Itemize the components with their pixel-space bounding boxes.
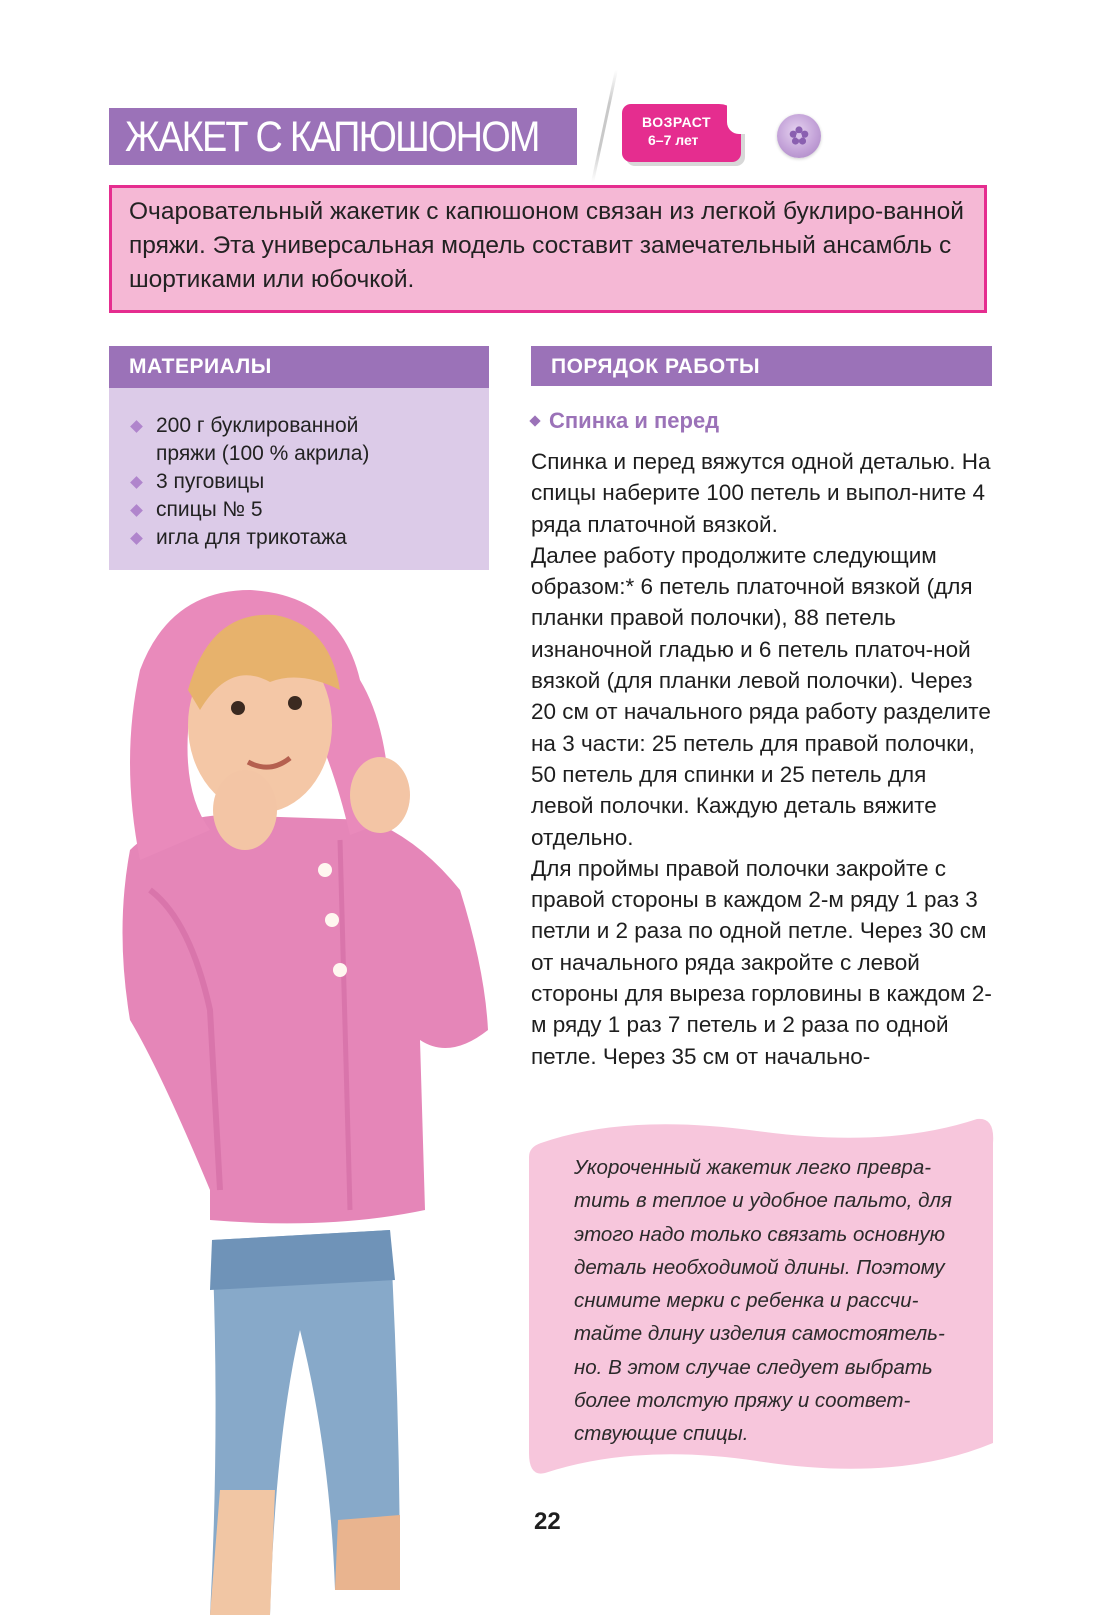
child-photo	[100, 590, 520, 1615]
section-subheading	[531, 408, 719, 434]
materials-header	[109, 346, 489, 388]
instruction-paragraph: Далее работу продолжите следующим образом:* 6 петель платочной вязкой (для планки правой полочки), 88 петель изнаночной гладью и 6 петель платоч-ной вязкой (для планки левой полочки). Через 20 см от начального ряда работу разделите на 3 части: 25 петель для правой полочки, 50 петель для спинки и 25 петель для левой полочки. Каждую деталь вяжите отдельно.	[531, 542, 991, 850]
materials-panel	[109, 388, 489, 570]
age-badge	[622, 104, 741, 162]
material-text: 3 пуговицы	[156, 470, 265, 493]
list-item	[129, 524, 406, 552]
materials-title: МАТЕРИАЛЫ	[129, 355, 272, 378]
work-order-title: ПОРЯДОК РАБОТЫ	[551, 355, 761, 378]
flower-glyph	[787, 124, 811, 148]
flower-icon	[777, 114, 821, 158]
instructions-text	[531, 446, 992, 1072]
page-number: 22	[534, 1508, 561, 1535]
instruction-paragraph: Для проймы правой полочки закройте с правой стороны в каждом 2-м ряду 1 раз 3 петли и 2 раза по одной петле. Через 30 см от начального ряда закройте с левой стороны для выреза горловины в каждом 2-м ряду 1 раз 7 петель и 2 раза по одной петле. Через 35 см от начально-	[531, 855, 992, 1069]
subheading-text: Спинка и перед	[549, 408, 720, 433]
intro-text: Очаровательный жакетик с капюшоном связан из легкой буклиро-ванной пряжи. Эта универсальная модель составит замечательный ансамбль с шортиками или юбочкой.	[129, 198, 964, 293]
material-text: 200 г буклированной пряжи (100 % акрила)	[156, 414, 370, 465]
intro-box	[109, 185, 987, 313]
tip-text: Укороченный жакетик легко превра-тить в теплое и удобное пальто, для этого надо только связать основную деталь необходимой длины. Поэтому снимите мерки с ребенка и рассчи-тайте длину изделия самостоятель-но. В этом случае следует выбрать более толстую пряжу и соответ-ствующие спицы.	[574, 1156, 952, 1446]
age-label: ВОЗРАСТ	[642, 114, 712, 130]
instruction-paragraph: Спинка и перед вяжутся одной деталью. На спицы наберите 100 петель и выпол-ните 4 ряда платочной вязкой.	[531, 449, 991, 537]
title-bar	[109, 108, 577, 165]
list-item	[129, 412, 406, 468]
bullet-diamond-icon	[130, 504, 143, 517]
decorative-divider	[591, 70, 618, 182]
work-order-header	[531, 346, 992, 386]
material-text: игла для трикотажа	[156, 526, 347, 549]
materials-list	[129, 412, 406, 552]
material-text: спицы № 5	[156, 498, 263, 521]
bullet-diamond-icon	[130, 476, 143, 489]
page-title: ЖАКЕТ С КАПЮШОНОМ	[125, 113, 539, 161]
list-item	[129, 468, 406, 496]
bullet-diamond-icon	[529, 415, 540, 426]
list-item	[129, 496, 406, 524]
bullet-diamond-icon	[130, 420, 143, 433]
age-value: 6–7 лет	[648, 132, 699, 148]
bullet-diamond-icon	[130, 532, 143, 545]
